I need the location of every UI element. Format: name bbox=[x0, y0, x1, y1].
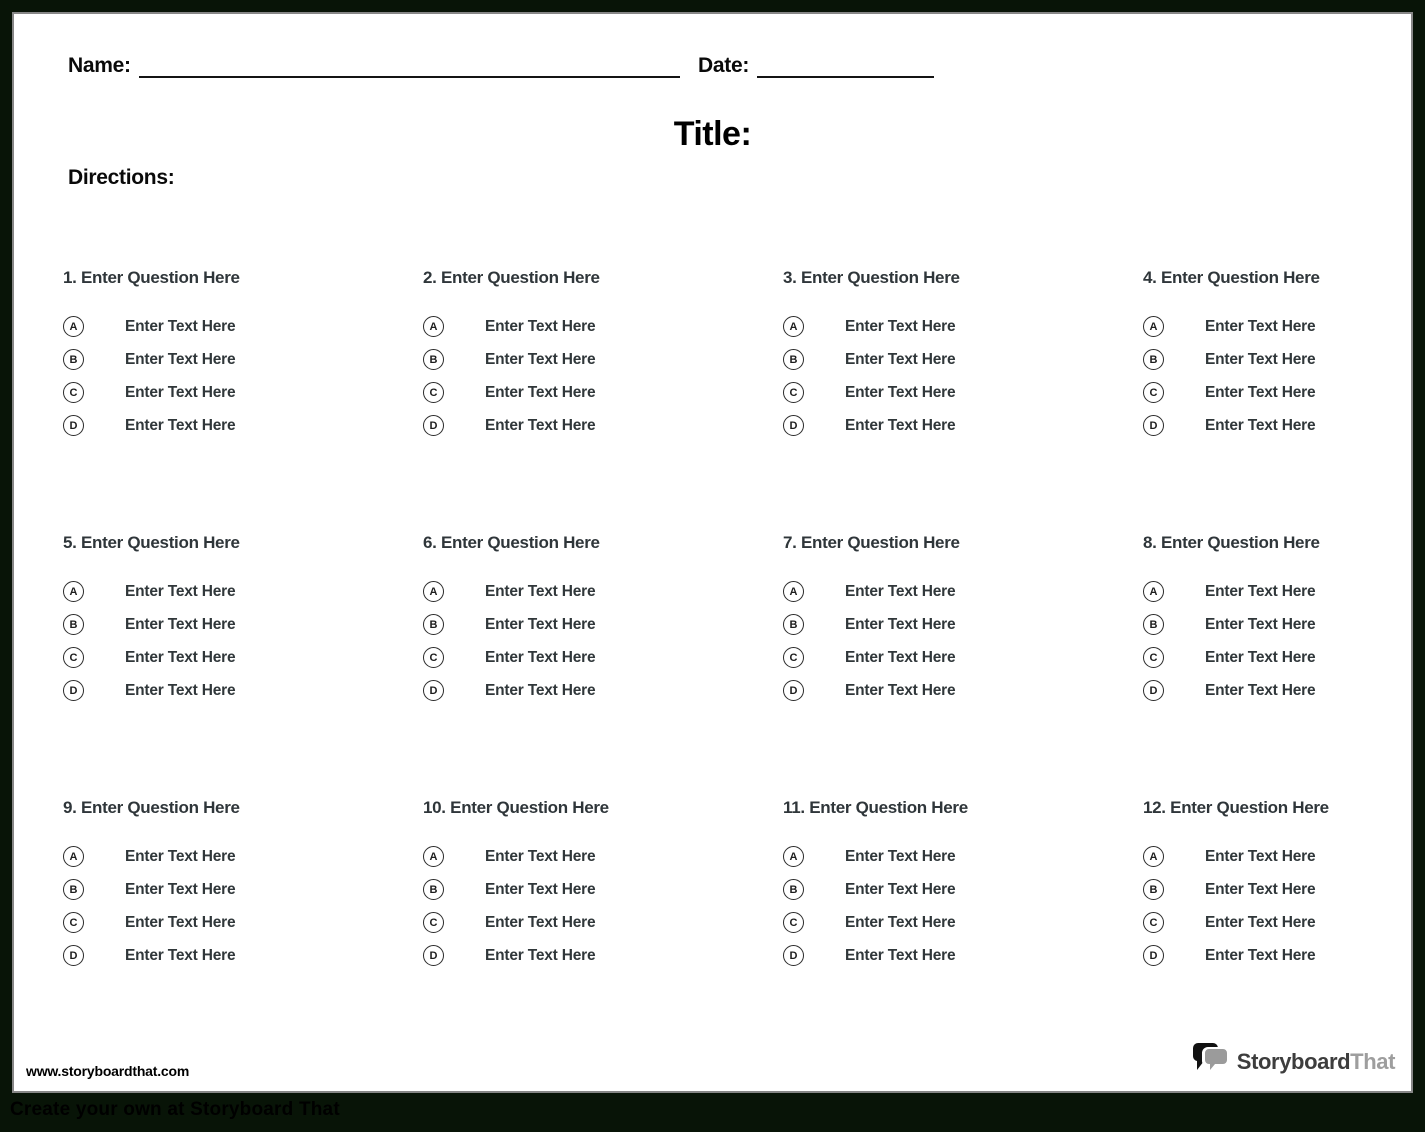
option-text-placeholder[interactable]: Enter Text Here bbox=[845, 582, 956, 600]
answer-option[interactable] bbox=[1143, 674, 1395, 707]
options-list bbox=[783, 310, 1143, 442]
answer-option[interactable] bbox=[423, 873, 783, 906]
option-letter-bubble[interactable]: A bbox=[783, 581, 804, 602]
option-letter-bubble[interactable]: A bbox=[1143, 846, 1164, 867]
option-letter-bubble[interactable]: C bbox=[423, 382, 444, 403]
option-letter-bubble[interactable]: C bbox=[1143, 912, 1164, 933]
option-text-placeholder[interactable]: Enter Text Here bbox=[125, 582, 236, 600]
question-block bbox=[423, 533, 783, 798]
answer-option[interactable] bbox=[63, 641, 423, 674]
option-letter-bubble[interactable]: A bbox=[423, 581, 444, 602]
name-input-line[interactable] bbox=[139, 54, 680, 78]
option-letter-bubble[interactable]: B bbox=[783, 879, 804, 900]
answer-option[interactable] bbox=[1143, 906, 1395, 939]
answer-option[interactable] bbox=[63, 310, 423, 343]
question-block bbox=[783, 268, 1143, 533]
question-block bbox=[783, 533, 1143, 798]
option-letter-bubble[interactable]: C bbox=[63, 382, 84, 403]
directions-label: Directions: bbox=[68, 166, 175, 189]
answer-option[interactable] bbox=[1143, 840, 1395, 873]
question-title-placeholder[interactable]: 6. Enter Question Here bbox=[423, 533, 600, 552]
answer-option[interactable] bbox=[1143, 873, 1395, 906]
answer-option[interactable] bbox=[63, 376, 423, 409]
option-text-placeholder[interactable]: Enter Text Here bbox=[1205, 615, 1316, 633]
answer-option[interactable] bbox=[1143, 641, 1395, 674]
option-text-placeholder[interactable]: Enter Text Here bbox=[1205, 582, 1316, 600]
answer-option[interactable] bbox=[783, 873, 1143, 906]
option-letter-bubble[interactable]: C bbox=[423, 912, 444, 933]
question-block bbox=[1143, 533, 1395, 798]
date-field-group bbox=[698, 54, 934, 78]
questions-grid bbox=[63, 268, 1395, 1063]
name-label: Name: bbox=[68, 54, 131, 77]
answer-option[interactable] bbox=[423, 608, 783, 641]
option-letter-bubble[interactable]: A bbox=[783, 846, 804, 867]
answer-option[interactable] bbox=[423, 906, 783, 939]
option-letter-bubble[interactable]: D bbox=[1143, 945, 1164, 966]
question-title-placeholder[interactable]: 1. Enter Question Here bbox=[63, 268, 240, 287]
question-title-placeholder[interactable]: 3. Enter Question Here bbox=[783, 268, 960, 287]
option-letter-bubble[interactable]: B bbox=[63, 349, 84, 370]
option-letter-bubble[interactable]: B bbox=[423, 349, 444, 370]
answer-option[interactable] bbox=[783, 575, 1143, 608]
question-block bbox=[423, 798, 783, 1063]
option-text-placeholder[interactable]: Enter Text Here bbox=[125, 681, 236, 699]
option-letter-bubble[interactable]: C bbox=[783, 912, 804, 933]
option-text-placeholder[interactable]: Enter Text Here bbox=[1205, 416, 1316, 434]
answer-option[interactable] bbox=[63, 608, 423, 641]
answer-option[interactable] bbox=[783, 343, 1143, 376]
answer-option[interactable] bbox=[423, 343, 783, 376]
name-field-group bbox=[68, 54, 680, 78]
option-text-placeholder[interactable]: Enter Text Here bbox=[845, 946, 956, 964]
option-text-placeholder[interactable]: Enter Text Here bbox=[845, 681, 956, 699]
answer-option[interactable] bbox=[63, 409, 423, 442]
option-text-placeholder[interactable]: Enter Text Here bbox=[1205, 317, 1316, 335]
answer-option[interactable] bbox=[423, 674, 783, 707]
option-letter-bubble[interactable]: B bbox=[783, 349, 804, 370]
answer-option[interactable] bbox=[423, 575, 783, 608]
option-text-placeholder[interactable]: Enter Text Here bbox=[485, 317, 596, 335]
option-text-placeholder[interactable]: Enter Text Here bbox=[845, 913, 956, 931]
question-block bbox=[63, 268, 423, 533]
options-list bbox=[783, 575, 1143, 707]
answer-option[interactable] bbox=[783, 608, 1143, 641]
logo-text-primary: Storyboard bbox=[1236, 1048, 1351, 1074]
option-text-placeholder[interactable]: Enter Text Here bbox=[485, 416, 596, 434]
speech-bubbles-icon bbox=[1193, 1042, 1231, 1081]
option-text-placeholder[interactable]: Enter Text Here bbox=[125, 946, 236, 964]
question-title-placeholder[interactable]: 4. Enter Question Here bbox=[1143, 268, 1320, 287]
option-text-placeholder[interactable]: Enter Text Here bbox=[125, 615, 236, 633]
option-text-placeholder[interactable]: Enter Text Here bbox=[845, 615, 956, 633]
option-text-placeholder[interactable]: Enter Text Here bbox=[1205, 648, 1316, 666]
option-text-placeholder[interactable]: Enter Text Here bbox=[1205, 383, 1316, 401]
option-letter-bubble[interactable]: B bbox=[1143, 879, 1164, 900]
option-text-placeholder[interactable]: Enter Text Here bbox=[125, 913, 236, 931]
answer-option[interactable] bbox=[63, 674, 423, 707]
option-letter-bubble[interactable]: A bbox=[63, 316, 84, 337]
question-title-placeholder[interactable]: 7. Enter Question Here bbox=[783, 533, 960, 552]
option-text-placeholder[interactable]: Enter Text Here bbox=[845, 317, 956, 335]
option-text-placeholder[interactable]: Enter Text Here bbox=[485, 615, 596, 633]
option-letter-bubble[interactable]: B bbox=[1143, 614, 1164, 635]
option-letter-bubble[interactable]: D bbox=[1143, 680, 1164, 701]
option-text-placeholder[interactable]: Enter Text Here bbox=[1205, 847, 1316, 865]
answer-option[interactable] bbox=[423, 310, 783, 343]
option-letter-bubble[interactable]: A bbox=[423, 316, 444, 337]
option-letter-bubble[interactable]: A bbox=[783, 316, 804, 337]
options-list bbox=[63, 575, 423, 707]
option-text-placeholder[interactable]: Enter Text Here bbox=[485, 681, 596, 699]
option-letter-bubble[interactable]: C bbox=[63, 647, 84, 668]
option-letter-bubble[interactable]: D bbox=[63, 945, 84, 966]
option-text-placeholder[interactable]: Enter Text Here bbox=[125, 847, 236, 865]
logo-text bbox=[1237, 1049, 1395, 1075]
question-title-placeholder[interactable]: 11. Enter Question Here bbox=[783, 798, 968, 817]
options-list bbox=[423, 310, 783, 442]
option-text-placeholder[interactable]: Enter Text Here bbox=[1205, 681, 1316, 699]
option-letter-bubble[interactable]: C bbox=[1143, 382, 1164, 403]
option-text-placeholder[interactable]: Enter Text Here bbox=[485, 946, 596, 964]
question-block bbox=[1143, 798, 1395, 1063]
options-list bbox=[63, 840, 423, 972]
answer-option[interactable] bbox=[1143, 575, 1395, 608]
option-letter-bubble[interactable]: D bbox=[63, 415, 84, 436]
options-list bbox=[423, 840, 783, 972]
option-letter-bubble[interactable]: B bbox=[423, 614, 444, 635]
question-block bbox=[783, 798, 1143, 1063]
answer-option[interactable] bbox=[423, 840, 783, 873]
option-text-placeholder[interactable]: Enter Text Here bbox=[485, 913, 596, 931]
date-input-line[interactable] bbox=[757, 54, 934, 78]
option-text-placeholder[interactable]: Enter Text Here bbox=[485, 383, 596, 401]
option-text-placeholder[interactable]: Enter Text Here bbox=[125, 350, 236, 368]
answer-option[interactable] bbox=[1143, 608, 1395, 641]
question-title-placeholder[interactable]: 8. Enter Question Here bbox=[1143, 533, 1320, 552]
question-block bbox=[63, 533, 423, 798]
storyboardthat-logo bbox=[1193, 1042, 1395, 1081]
option-text-placeholder[interactable]: Enter Text Here bbox=[125, 880, 236, 898]
answer-option[interactable] bbox=[423, 641, 783, 674]
option-letter-bubble[interactable]: B bbox=[423, 879, 444, 900]
answer-option[interactable] bbox=[63, 873, 423, 906]
answer-option[interactable] bbox=[783, 906, 1143, 939]
worksheet-title: Title: bbox=[673, 115, 752, 153]
question-block bbox=[423, 268, 783, 533]
answer-option[interactable] bbox=[1143, 310, 1395, 343]
options-list bbox=[783, 840, 1143, 972]
answer-option[interactable] bbox=[423, 376, 783, 409]
options-list bbox=[423, 575, 783, 707]
answer-option[interactable] bbox=[783, 840, 1143, 873]
option-letter-bubble[interactable]: D bbox=[423, 680, 444, 701]
option-text-placeholder[interactable]: Enter Text Here bbox=[125, 317, 236, 335]
option-letter-bubble[interactable]: D bbox=[783, 415, 804, 436]
option-letter-bubble[interactable]: C bbox=[783, 382, 804, 403]
option-text-placeholder[interactable]: Enter Text Here bbox=[125, 383, 236, 401]
option-letter-bubble[interactable]: A bbox=[63, 846, 84, 867]
option-letter-bubble[interactable]: A bbox=[63, 581, 84, 602]
answer-option[interactable] bbox=[63, 343, 423, 376]
answer-option[interactable] bbox=[783, 376, 1143, 409]
option-letter-bubble[interactable]: C bbox=[63, 912, 84, 933]
answer-option[interactable] bbox=[1143, 343, 1395, 376]
option-letter-bubble[interactable]: C bbox=[423, 647, 444, 668]
option-text-placeholder[interactable]: Enter Text Here bbox=[1205, 946, 1316, 964]
question-block bbox=[1143, 268, 1395, 533]
option-letter-bubble[interactable]: C bbox=[1143, 647, 1164, 668]
options-list bbox=[1143, 840, 1395, 972]
answer-option[interactable] bbox=[1143, 409, 1395, 442]
option-text-placeholder[interactable]: Enter Text Here bbox=[125, 648, 236, 666]
option-text-placeholder[interactable]: Enter Text Here bbox=[845, 847, 956, 865]
options-list bbox=[1143, 575, 1395, 707]
option-letter-bubble[interactable]: D bbox=[1143, 415, 1164, 436]
option-text-placeholder[interactable]: Enter Text Here bbox=[845, 416, 956, 434]
answer-option[interactable] bbox=[63, 575, 423, 608]
logo-text-secondary: That bbox=[1350, 1048, 1395, 1074]
option-text-placeholder[interactable]: Enter Text Here bbox=[1205, 880, 1316, 898]
option-letter-bubble[interactable]: D bbox=[783, 945, 804, 966]
answer-option[interactable] bbox=[1143, 376, 1395, 409]
option-letter-bubble[interactable]: B bbox=[783, 614, 804, 635]
question-title-placeholder[interactable]: 2. Enter Question Here bbox=[423, 268, 600, 287]
option-text-placeholder[interactable]: Enter Text Here bbox=[485, 847, 596, 865]
option-letter-bubble[interactable]: D bbox=[63, 680, 84, 701]
date-label: Date: bbox=[698, 54, 750, 77]
answer-option[interactable] bbox=[1143, 939, 1395, 972]
option-letter-bubble[interactable]: D bbox=[423, 945, 444, 966]
options-list bbox=[63, 310, 423, 442]
answer-option[interactable] bbox=[63, 906, 423, 939]
option-text-placeholder[interactable]: Enter Text Here bbox=[485, 350, 596, 368]
answer-option[interactable] bbox=[63, 840, 423, 873]
answer-option[interactable] bbox=[783, 674, 1143, 707]
option-text-placeholder[interactable]: Enter Text Here bbox=[1205, 913, 1316, 931]
option-letter-bubble[interactable]: A bbox=[1143, 316, 1164, 337]
question-block bbox=[63, 798, 423, 1063]
question-title-placeholder[interactable]: 5. Enter Question Here bbox=[63, 533, 240, 552]
option-letter-bubble[interactable]: D bbox=[783, 680, 804, 701]
option-text-placeholder[interactable]: Enter Text Here bbox=[845, 648, 956, 666]
question-title-placeholder[interactable]: 10. Enter Question Here bbox=[423, 798, 609, 817]
option-letter-bubble[interactable]: B bbox=[63, 879, 84, 900]
answer-option[interactable] bbox=[783, 310, 1143, 343]
option-text-placeholder[interactable]: Enter Text Here bbox=[845, 350, 956, 368]
answer-option[interactable] bbox=[423, 939, 783, 972]
website-url: www.storyboardthat.com bbox=[26, 1063, 190, 1079]
option-text-placeholder[interactable]: Enter Text Here bbox=[845, 880, 956, 898]
option-text-placeholder[interactable]: Enter Text Here bbox=[125, 416, 236, 434]
answer-option[interactable] bbox=[783, 939, 1143, 972]
option-letter-bubble[interactable]: A bbox=[1143, 581, 1164, 602]
options-list bbox=[1143, 310, 1395, 442]
option-text-placeholder[interactable]: Enter Text Here bbox=[845, 383, 956, 401]
answer-option[interactable] bbox=[783, 641, 1143, 674]
option-text-placeholder[interactable]: Enter Text Here bbox=[1205, 350, 1316, 368]
option-letter-bubble[interactable]: D bbox=[423, 415, 444, 436]
option-text-placeholder[interactable]: Enter Text Here bbox=[485, 648, 596, 666]
answer-option[interactable] bbox=[783, 409, 1143, 442]
option-text-placeholder[interactable]: Enter Text Here bbox=[485, 880, 596, 898]
answer-option[interactable] bbox=[423, 409, 783, 442]
option-letter-bubble[interactable]: C bbox=[783, 647, 804, 668]
question-title-placeholder[interactable]: 12. Enter Question Here bbox=[1143, 798, 1329, 817]
option-text-placeholder[interactable]: Enter Text Here bbox=[485, 582, 596, 600]
worksheet-page bbox=[12, 12, 1413, 1093]
option-letter-bubble[interactable]: B bbox=[1143, 349, 1164, 370]
option-letter-bubble[interactable]: B bbox=[63, 614, 84, 635]
answer-option[interactable] bbox=[63, 939, 423, 972]
question-title-placeholder[interactable]: 9. Enter Question Here bbox=[63, 798, 240, 817]
bottom-note: Create your own at Storyboard That bbox=[10, 1099, 340, 1120]
option-letter-bubble[interactable]: A bbox=[423, 846, 444, 867]
